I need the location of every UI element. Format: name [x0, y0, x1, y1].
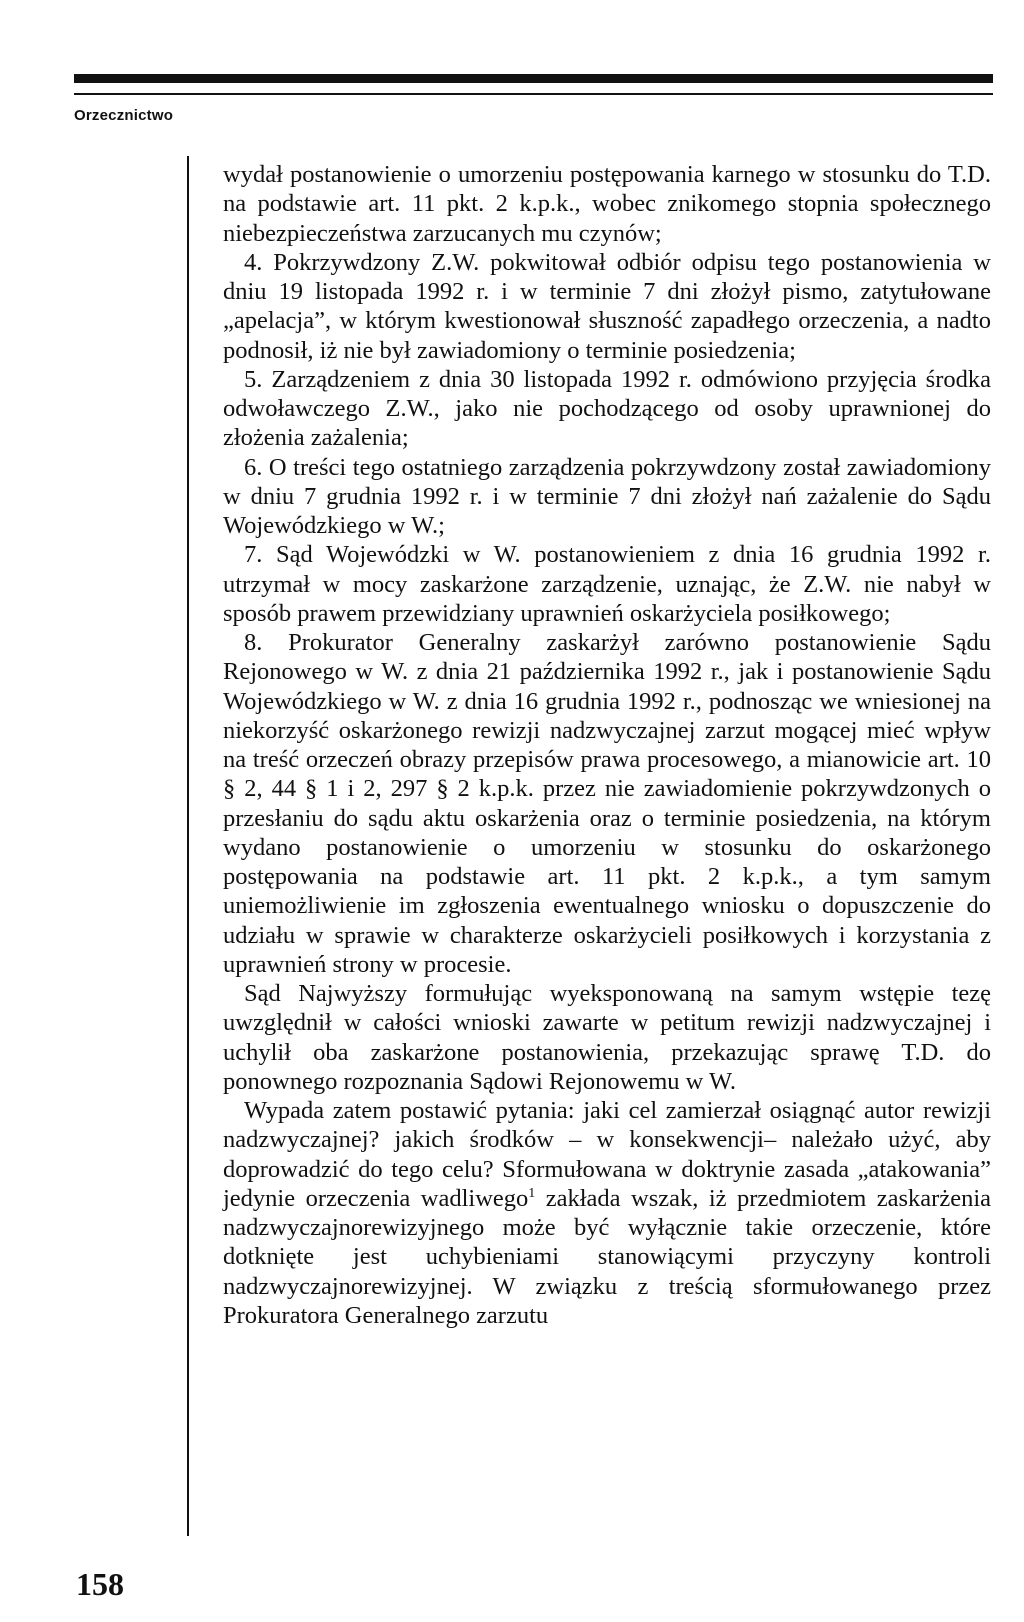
list-item-8: 8. Prokurator Generalny zaskarżył zarówno postanowienie Sądu Rejonowego w W. z dnia 21 października 1992 r., jak i postanowienie Sądu Wojewódzkiego w W. z dnia 16 grudnia 1992 r., podnosząc we wniesionej na niekorzyść oskarżonego rewizji nadzwyczajnej zarzut mogącej mieć wpływ na treść orzeczeń obrazy przepisów prawa procesowego, a mianowicie art. 10 § 2, 44 § 1 i 2, 297 § 2 k.p.k. przez nie zawiadomienie pokrzywdzonych o przesłaniu do sądu aktu oskarżenia oraz o terminie posiedzenia, na którym wydano postanowienie o umorzeniu w stosunku do oskarżonego postępowania na podstawie art. 11 pkt. 2 k.p.k., a tym samym uniemożliwienie im zgłoszenia ewentualnego wniosku o dopuszczenie do udziału w sprawie w charakterze oskarżycieli posiłkowych i korzystania z uprawnień strony w procesie.: [223, 629, 991, 978]
paragraph-questions: [223, 1096, 991, 1330]
body-text: [223, 160, 991, 1330]
header-rule-thin: [74, 93, 993, 95]
paragraph-text-end: zakłada wszak, iż przedmiotem zaskarżenia nadzwyczajnorewizyjnego może być wyłącznie takie orzeczenie, które dotknięte jest uchybieniami stanowiącymi przyczyny kontroli nadzwyczajnorewizyjnej. W związku z treścią sformułowanego przez Prokuratora Generalnego zarzutu: [223, 1184, 991, 1329]
list-item-6: 6. O treści tego ostatniego zarządzenia pokrzywdzony został zawiadomiony w dniu 7 grudnia 1992 r. i w terminie 7 dni złożył nań zażalenie do Sądu Wojewódzkiego w W.;: [223, 453, 991, 539]
margin-rule: [187, 156, 189, 1536]
list-item-5: 5. Zarządzeniem z dnia 30 listopada 1992 r. odmówiono przyjęcia środka odwoławczego Z.W., jako nie pochodzącego od osoby uprawnionej do złożenia zażalenia;: [223, 365, 991, 452]
page-number: 158: [76, 1566, 124, 1602]
header-rule-thick: [74, 74, 993, 83]
paragraph-supreme-court: Sąd Najwyższy formułując wyeksponowaną na samym wstępie tezę uwzględnił w całości wnioski zawarte w petitum rewizji nadzwyczajnej i uchylił oba zaskarżone postanowienia, przekazując sprawę T.D. do ponownego rozpoznania Sądowi Rejonowemu w W.: [223, 980, 991, 1095]
list-item-4: 4. Pokrzywdzony Z.W. pokwitował odbiór odpisu tego postanowienia w dniu 19 listopada 1992 r. i w terminie 7 dni złożył pismo, zatytułowane „apelacja”, w którym kwestionował słuszność zapadłego orzeczenia, a nadto podnosił, iż nie był zawiadomiony o terminie posiedzenia;: [223, 248, 991, 364]
paragraph-text-start: Wypada zatem postawić pytania: jaki cel zamierzał osiągnąć autor rewizji nadzwyczajnej? jakich środków – w konsekwencji– należało użyć, aby doprowadzić do tego celu? Sformułowana w doktrynie zasada „atakowania” jedynie orzeczenia wadliwego: [223, 1097, 991, 1212]
list-item-7: 7. Sąd Wojewódzki w W. postanowieniem z dnia 16 grudnia 1992 r. utrzymał w mocy zaskarżone zarządzenie, uznając, że Z.W. nie nabył w sposób prawem przewidziany uprawnień oskarżyciela posiłkowego;: [223, 541, 991, 627]
footnote-reference[interactable]: 1: [528, 1185, 536, 1201]
running-title: Orzecznictwo: [74, 107, 174, 124]
continuation-paragraph: wydał postanowienie o umorzeniu postępowania karnego w stosunku do T.D. na podstawie art. 11 pkt. 2 k.p.k., wobec znikomego stopnia społecznego niebezpieczeństwa zarzucanych mu czynów;: [223, 161, 991, 247]
